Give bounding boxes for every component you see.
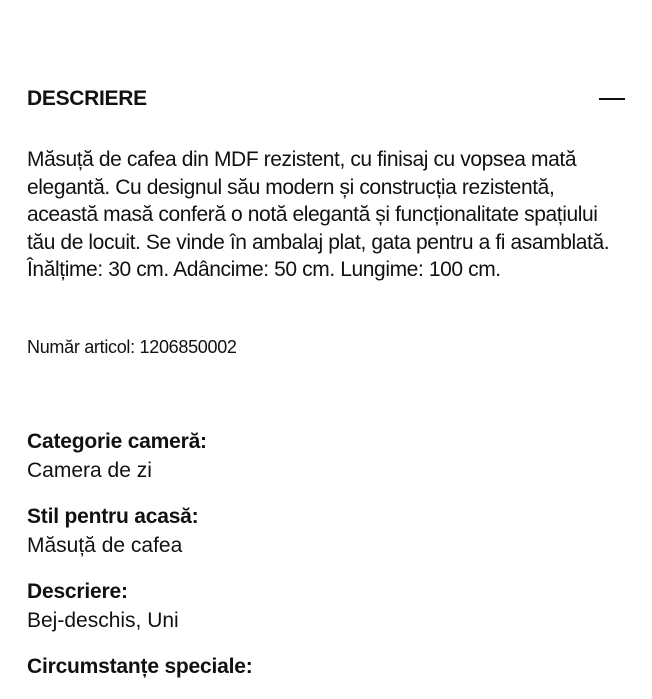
- minus-icon: [599, 98, 625, 101]
- attribute-value: Bej-deschis, Uni: [27, 609, 179, 632]
- attribute-label: Categorie cameră:: [27, 430, 207, 453]
- attribute-value: Măsuță de cafea: [27, 534, 183, 557]
- attribute-home-style: [27, 503, 627, 561]
- product-attributes: [27, 428, 627, 698]
- attribute-label: Descriere:: [27, 580, 128, 603]
- attribute-clipped: [27, 653, 627, 681]
- attribute-description: [27, 578, 627, 636]
- attribute-label: Circumstanțe speciale:: [27, 655, 253, 678]
- description-section-header[interactable]: [27, 84, 625, 114]
- article-number: Număr articol: 1206850002: [27, 337, 237, 357]
- product-description: Măsuță de cafea din MDF rezistent, cu finisaj cu vopsea mată elegantă. Cu designul său modern și construcția rezistentă, această masă conferă o notă elegantă și funcționalitate spațiului tău de locuit. Se vinde în ambalaj plat, gata pentru a fi asamblată. Înălțime: 30 cm. Adâncime: 50 cm. Lungime: 100 cm.: [27, 148, 610, 281]
- attribute-label: Stil pentru acasă:: [27, 505, 199, 528]
- attribute-value: Camera de zi: [27, 459, 152, 482]
- section-title: DESCRIERE: [27, 87, 147, 110]
- collapse-button[interactable]: [595, 87, 625, 111]
- attribute-room-category: [27, 428, 627, 486]
